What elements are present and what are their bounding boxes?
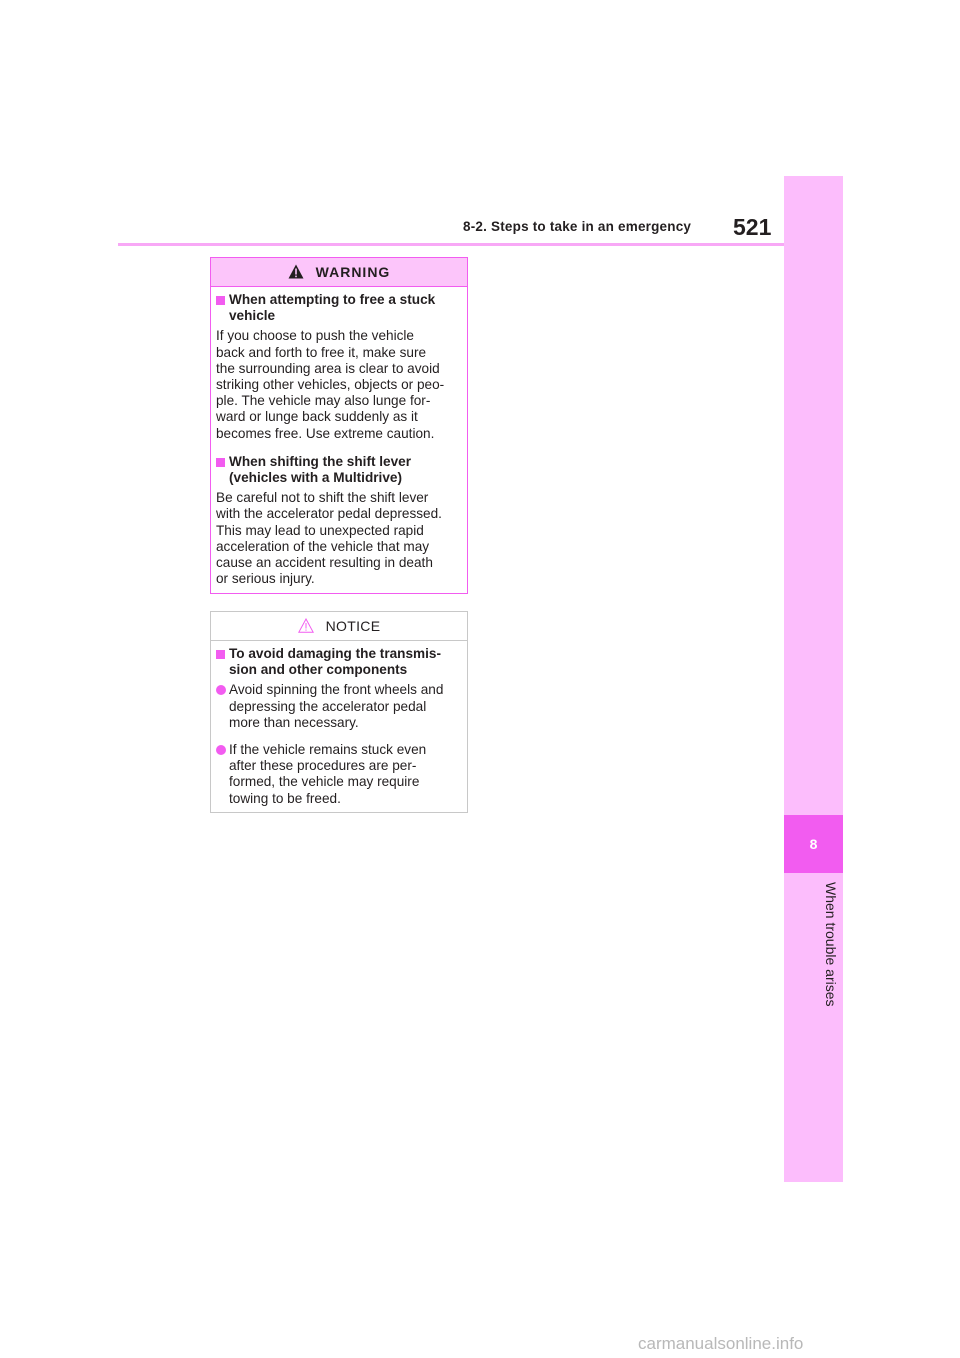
text-line: ple. The vehicle may also lunge for- bbox=[216, 393, 431, 409]
text-line: formed, the vehicle may require bbox=[229, 774, 420, 790]
header-rule bbox=[118, 243, 784, 246]
warning-paragraph-2 bbox=[216, 490, 462, 587]
text-line: with the accelerator pedal depressed. bbox=[216, 506, 442, 522]
notice-title: NOTICE bbox=[325, 618, 381, 634]
watermark: carmanualsonline.info bbox=[638, 1334, 804, 1353]
warning-box bbox=[210, 257, 468, 594]
text-line: depressing the accelerator pedal bbox=[229, 698, 427, 714]
chapter-title-text: When trouble arises bbox=[823, 882, 839, 1007]
caution-triangle-icon bbox=[298, 618, 314, 633]
chapter-number: 8 bbox=[784, 815, 843, 873]
text-line: the surrounding area is clear to avoid bbox=[216, 360, 440, 376]
text-line: towing to be freed. bbox=[229, 790, 341, 806]
warning-paragraph-1 bbox=[216, 328, 462, 441]
text-line: or serious injury. bbox=[216, 571, 315, 587]
notice-bullet-1 bbox=[216, 682, 462, 731]
heading-line: When shifting the shift lever bbox=[229, 453, 412, 469]
chapter-title bbox=[784, 880, 843, 1070]
page-number: 521 bbox=[733, 214, 772, 240]
round-bullet-icon bbox=[216, 682, 229, 731]
warning-heading-2 bbox=[216, 454, 462, 486]
text-line: more than necessary. bbox=[229, 714, 359, 730]
text-line: cause an accident resulting in death bbox=[216, 555, 433, 571]
section-title: 8-2. Steps to take in an emergency bbox=[463, 219, 692, 234]
warning-body bbox=[211, 287, 467, 587]
round-bullet-icon bbox=[216, 742, 229, 807]
warning-heading-1 bbox=[216, 292, 462, 324]
heading-line: To avoid damaging the transmis- bbox=[229, 646, 441, 661]
square-bullet-icon bbox=[216, 454, 229, 486]
text-line: Be careful not to shift the shift lever bbox=[216, 490, 429, 506]
notice-body bbox=[211, 641, 467, 807]
text-line: acceleration of the vehicle that may bbox=[216, 538, 430, 554]
notice-heading bbox=[216, 646, 462, 678]
text-line: This may lead to unexpected rapid bbox=[216, 522, 424, 538]
text-line: If the vehicle remains stuck even bbox=[229, 742, 427, 758]
text-line: striking other vehicles, objects or peo- bbox=[216, 377, 445, 393]
notice-header bbox=[211, 612, 467, 641]
text-line: back and forth to free it, make sure bbox=[216, 344, 427, 360]
notice-box bbox=[210, 611, 468, 813]
text-line: becomes free. Use extreme caution. bbox=[216, 425, 435, 441]
warning-triangle-icon bbox=[288, 264, 304, 279]
text-line: If you choose to push the vehicle bbox=[216, 328, 414, 344]
heading-line: When attempting to free a stuck bbox=[229, 292, 436, 307]
text-line: Avoid spinning the front wheels and bbox=[229, 682, 444, 698]
square-bullet-icon bbox=[216, 292, 229, 324]
square-bullet-icon bbox=[216, 646, 229, 678]
heading-line: sion and other components bbox=[229, 662, 408, 678]
text-line: ward or lunge back suddenly as it bbox=[216, 409, 418, 425]
warning-header bbox=[211, 258, 467, 287]
heading-line: (vehicles with a Multidrive) bbox=[229, 470, 402, 486]
notice-bullet-2 bbox=[216, 742, 462, 807]
text-line: after these procedures are per- bbox=[229, 758, 417, 774]
warning-title: WARNING bbox=[315, 264, 391, 280]
heading-line: vehicle bbox=[229, 308, 276, 324]
